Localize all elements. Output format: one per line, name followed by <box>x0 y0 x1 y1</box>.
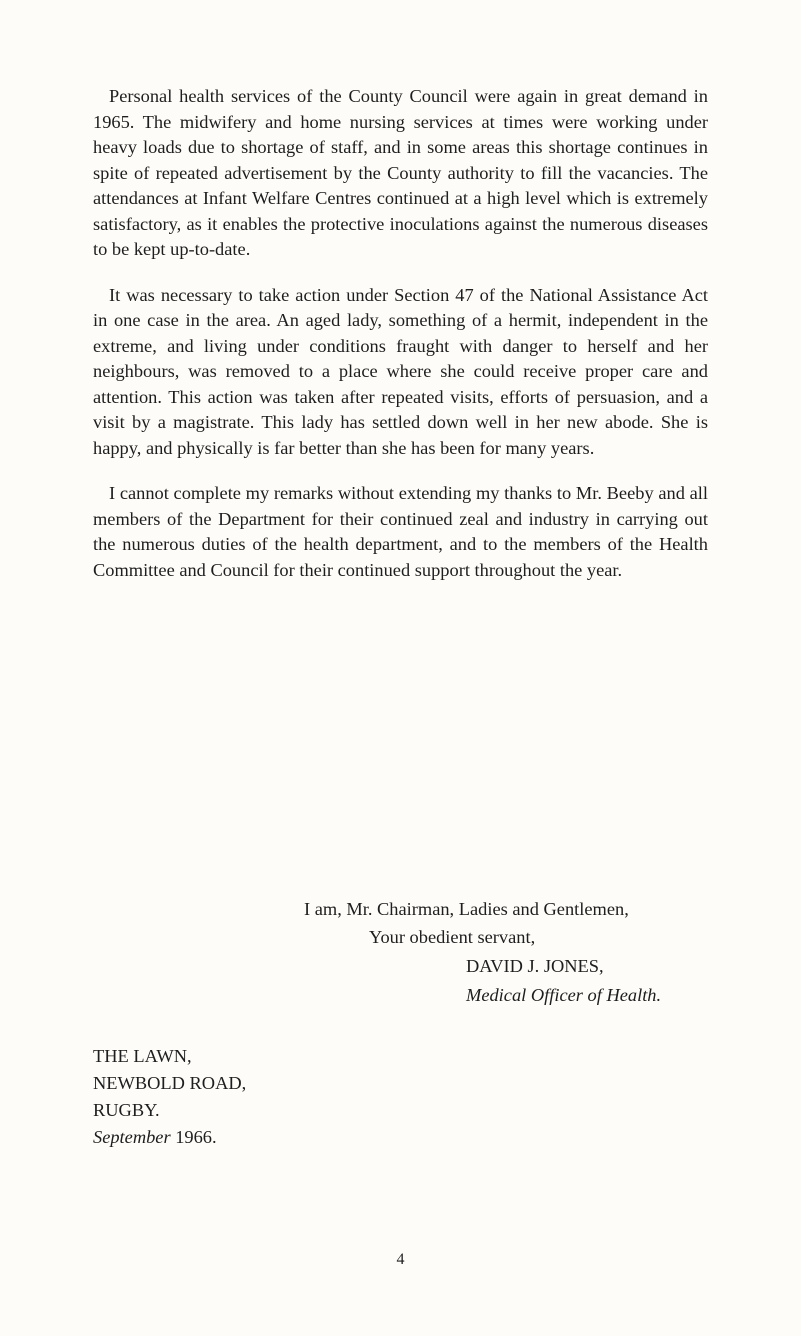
address-line-3: RUGBY. <box>93 1100 160 1120</box>
salutation-line: I am, Mr. Chairman, Ladies and Gentlemen, <box>304 899 629 919</box>
paragraph-thanks: I cannot complete my remarks without extending my thanks to Mr. Beeby and all members of the Department for their continued zeal and industry in carrying out the numerous duties of the health department, and to the members of the Health Committee and Council for their continued support throughout the year. <box>93 483 708 580</box>
date-month: September <box>93 1127 171 1147</box>
letter-date <box>93 1124 246 1151</box>
sender-address <box>93 1043 246 1151</box>
signatory-name: DAVID J. JONES, <box>466 956 604 976</box>
address-line-2: NEWBOLD ROAD, <box>93 1073 247 1093</box>
paragraph-health-services: Personal health services of the County Council were again in great demand in 1965. The midwifery and home nursing services at times were working under heavy loads due to shortage of staff, and in some areas this shortage continues in spite of repeated advertisement by the County authority to fill the vacancies. The attendances at Infant Welfare Centres continued at a high level which is extremely satisfactory, as it enables the protective inoculations against the numerous diseases to be kept up-to-date. <box>93 86 708 259</box>
date-year: 1966. <box>170 1127 217 1147</box>
paragraph-national-assistance-act: It was necessary to take action under Section 47 of the National Assistance Act in one case in the area. An aged lady, something of a hermit, independent in the extreme, and living under conditions fraught with danger to herself and her neighbours, was removed to a place where she could receive proper care and attention. This action was taken after repeated visits, efforts of persuasion, and a visit by a magistrate. This lady has settled down well in her new abode. She is happy, and physically is far better than she has been for many years. <box>93 284 708 458</box>
signatory-title: Medical Officer of Health. <box>466 985 662 1005</box>
valediction-line: Your obedient servant, <box>369 927 536 947</box>
page-number: 4 <box>396 1251 405 1268</box>
address-line-1: THE LAWN, <box>93 1046 192 1066</box>
letter-body <box>93 84 708 603</box>
